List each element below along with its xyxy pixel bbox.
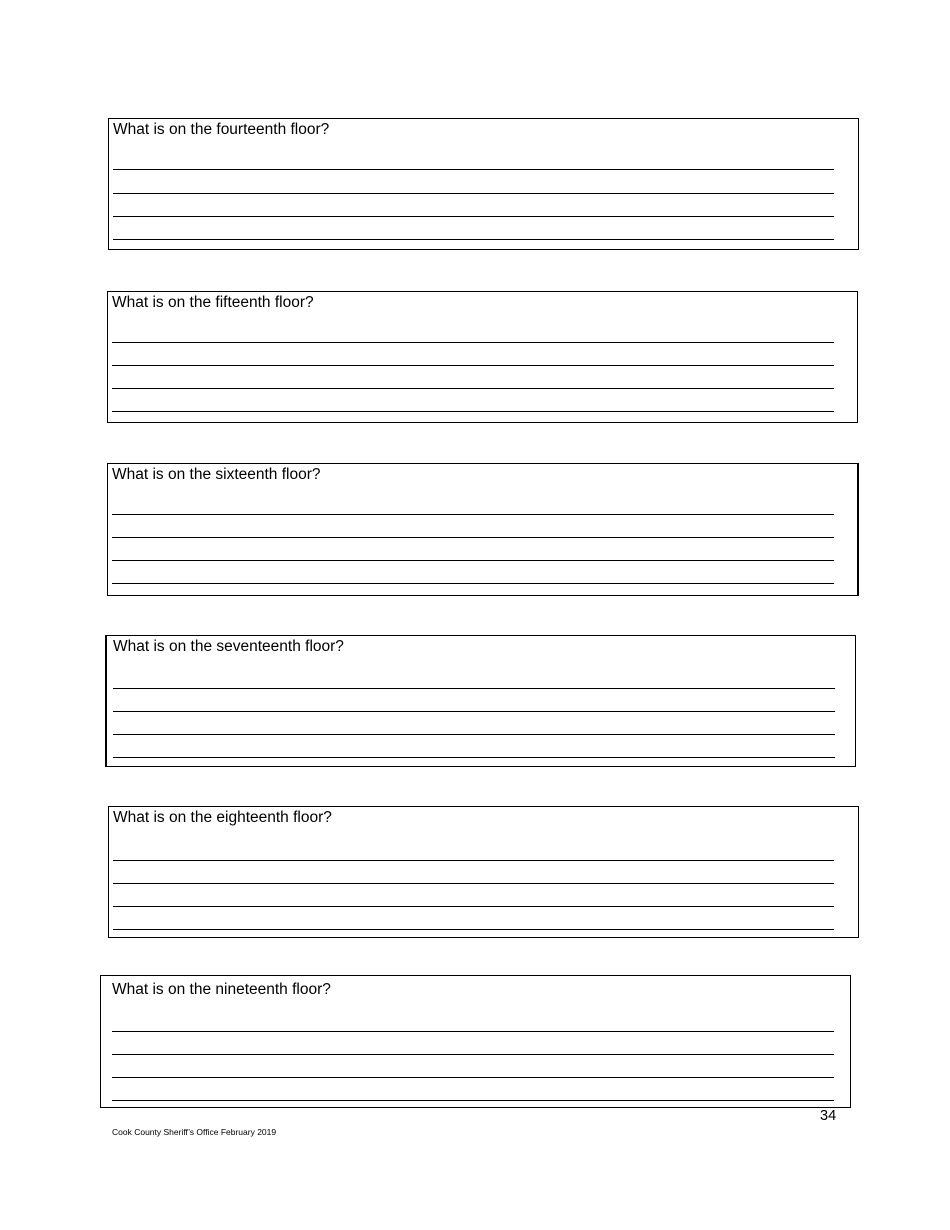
answer-line[interactable]	[113, 169, 834, 170]
answer-line[interactable]	[112, 365, 834, 366]
question-box-fourteenth-floor	[108, 118, 859, 250]
answer-line[interactable]	[113, 216, 834, 217]
footer-organization: Cook County Sheriff’s Office February 2019	[112, 1127, 277, 1137]
answer-line[interactable]	[113, 711, 835, 712]
question-label: What is on the sixteenth floor?	[112, 466, 321, 483]
answer-line[interactable]	[112, 1077, 834, 1078]
answer-line[interactable]	[112, 1031, 834, 1032]
question-box-fifteenth-floor	[107, 291, 858, 423]
answer-line[interactable]	[112, 537, 834, 538]
answer-line[interactable]	[112, 583, 834, 584]
answer-line[interactable]	[113, 734, 835, 735]
answer-line[interactable]	[113, 906, 834, 907]
answer-line[interactable]	[113, 929, 834, 930]
question-label: What is on the nineteenth floor?	[112, 981, 331, 998]
answer-line[interactable]	[112, 514, 834, 515]
question-box-eighteenth-floor	[108, 806, 859, 938]
question-label: What is on the fourteenth floor?	[113, 121, 330, 138]
question-box-seventeenth-floor	[105, 635, 856, 767]
answer-line[interactable]	[112, 1100, 834, 1101]
answer-line[interactable]	[113, 193, 834, 194]
question-box-nineteenth-floor	[100, 975, 851, 1108]
answer-line[interactable]	[112, 342, 834, 343]
answer-line[interactable]	[112, 560, 834, 561]
answer-line[interactable]	[113, 883, 834, 884]
answer-line[interactable]	[113, 239, 834, 240]
question-label: What is on the fifteenth floor?	[112, 294, 314, 311]
answer-line[interactable]	[112, 411, 834, 412]
answer-line[interactable]	[113, 688, 835, 689]
question-box-sixteenth-floor	[107, 463, 859, 596]
question-label: What is on the seventeenth floor?	[113, 638, 344, 655]
answer-line[interactable]	[113, 757, 835, 758]
page-number: 34	[820, 1108, 837, 1124]
answer-line[interactable]	[112, 1054, 834, 1055]
answer-line[interactable]	[113, 860, 834, 861]
answer-line[interactable]	[112, 388, 834, 389]
question-label: What is on the eighteenth floor?	[113, 809, 332, 826]
